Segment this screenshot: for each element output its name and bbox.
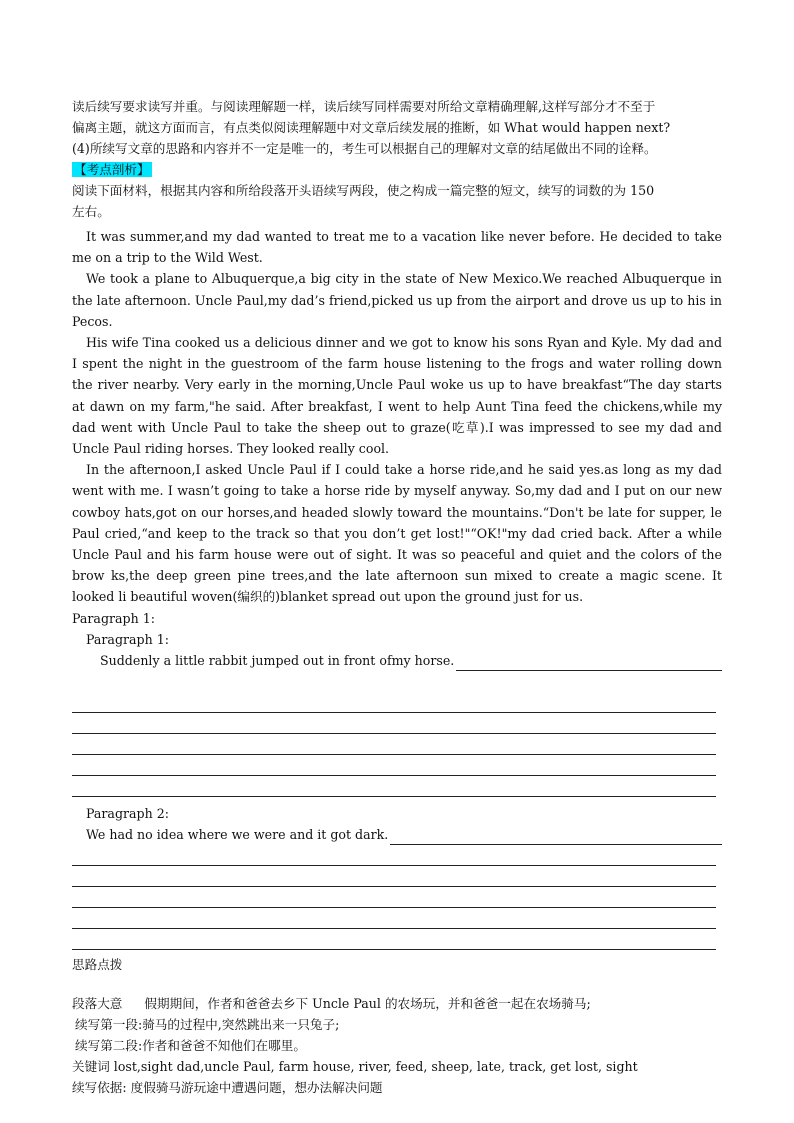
analysis-summary xyxy=(72,993,722,1014)
writing-paragraph-1-starter-row xyxy=(72,650,722,671)
story-paragraph-1: It was summer,and my dad wanted to treat me to a vacation like never before. He decided to take me on a trip to the Wild West. xyxy=(72,229,722,266)
writing-paragraph-2-starter-row xyxy=(72,824,722,845)
writing-paragraph-2-label: Paragraph 2: xyxy=(86,805,169,821)
answer-line[interactable] xyxy=(72,908,716,929)
analysis-keywords xyxy=(72,1056,722,1077)
answer-line[interactable] xyxy=(72,713,716,734)
instruction-line-2: 左右。 xyxy=(72,204,110,219)
intro-line-3: (4)所续写文章的思路和内容并不一定是唯一的，考生可以根据自己的理解对文章的结尾做出不同的诠释。 xyxy=(72,141,657,156)
answer-line[interactable] xyxy=(72,776,716,797)
answer-line[interactable] xyxy=(72,692,716,713)
basis-label: 续写依据: xyxy=(72,1079,127,1095)
story-paragraph-3: His wife Tina cooked us a delicious dinner and we got to know his sons Ryan and Kyle. My dad and I spent the night in the guestroom of the farm house listening to the frogs and water rolling down the river nearby. Very early in the morning,Uncle Paul woke us up to have breakfast“The day starts at dawn on my farm,"he said. After breakfast, I went to help Aunt Tina feed the chickens,while my dad went with Uncle Paul to take the sheep out to graze(吃草).I was impressed to see my dad and Uncle Paul riding horses. They looked really cool. xyxy=(72,335,722,457)
analysis-part-2: 续写第二段:作者和爸爸不知他们在哪里。 xyxy=(75,1037,306,1053)
exam-point-badge: 【考点剖析】 xyxy=(74,162,150,177)
summary-text: 假期期间，作者和爸爸去乡下 Uncle Paul 的农场玩，并和爸爸一起在农场骑马; xyxy=(144,995,591,1011)
answer-line[interactable] xyxy=(456,655,722,671)
intro-line-1: 读后续写要求读写并重。与阅读理解题一样，读后续写同样需要对所给文章精确理解,这样写部分才不至于 xyxy=(72,99,656,114)
writing-paragraph-1-label: Paragraph 1: xyxy=(86,631,169,647)
answer-line[interactable] xyxy=(72,887,716,908)
answer-line[interactable] xyxy=(72,845,716,866)
paragraph-1-label-stray: Paragraph 1: xyxy=(72,610,155,626)
badge-row xyxy=(72,159,722,180)
analysis-part-1: 续写第一段:骑马的过程中,突然跳出来一只兔子; xyxy=(75,1016,340,1032)
answer-line[interactable] xyxy=(72,734,716,755)
story-passage xyxy=(72,226,722,608)
keywords-label: 关键词 xyxy=(72,1058,110,1074)
analysis-heading: 思路点拨 xyxy=(72,956,123,972)
document-page xyxy=(72,96,722,1098)
basis-text: 度假骑马游玩途中遭遇问题，想办法解决问题 xyxy=(130,1079,383,1095)
keywords-text: lost,sight dad,uncle Paul, farm house, river, feed, sheep, late, track, get lost, sight xyxy=(113,1058,638,1074)
writing-paragraph-2-starter: We had no idea where we were and it got dark. xyxy=(86,826,389,842)
intro-line-2: 偏离主题，就这方面而言，有点类似阅读理解题中对文章后续发展的推断，如 What would happen next? xyxy=(72,120,671,135)
answer-line[interactable] xyxy=(72,866,716,887)
writing-paragraph-1-starter: Suddenly a little rabbit jumped out in front ofmy horse. xyxy=(100,652,455,668)
instruction-line-1: 阅读下面材料，根据其内容和所给段落开头语续写两段，使之构成一篇完整的短文，续写的词数的为 150 xyxy=(72,183,655,198)
analysis-basis xyxy=(72,1077,722,1098)
summary-label: 段落大意 xyxy=(72,995,123,1011)
answer-line[interactable] xyxy=(72,929,716,950)
answer-line[interactable] xyxy=(390,829,722,845)
story-paragraph-2: We took a plane to Albuquerque,a big city in the state of New Mexico.We reached Albuquerque in the late afternoon. Uncle Paul,my dad’s friend,picked us up from the airport and drove us up to his in Pecos. xyxy=(72,271,722,329)
answer-line[interactable] xyxy=(72,755,716,776)
story-paragraph-4: In the afternoon,I asked Uncle Paul if I could take a horse ride,and he said yes.as long as my dad went with me. I wasn’t going to take a horse ride by myself anyway. So,my dad and I put on our new cowboy hats,got on our horses,and headed slowly toward the mountains.“Don't be late for supper, le Paul cried,“and keep to the track so that you don’t get lost!"“OK!"my dad cried back. After a while Uncle Paul and his farm house were out of sight. It was so peaceful and quiet and the colors of the brow ks,the deep green pine trees,and the late afternoon sun mixed to create a magic scene. It looked li beautiful woven(编织的)blanket spread out upon the ground just for us. xyxy=(72,462,722,605)
